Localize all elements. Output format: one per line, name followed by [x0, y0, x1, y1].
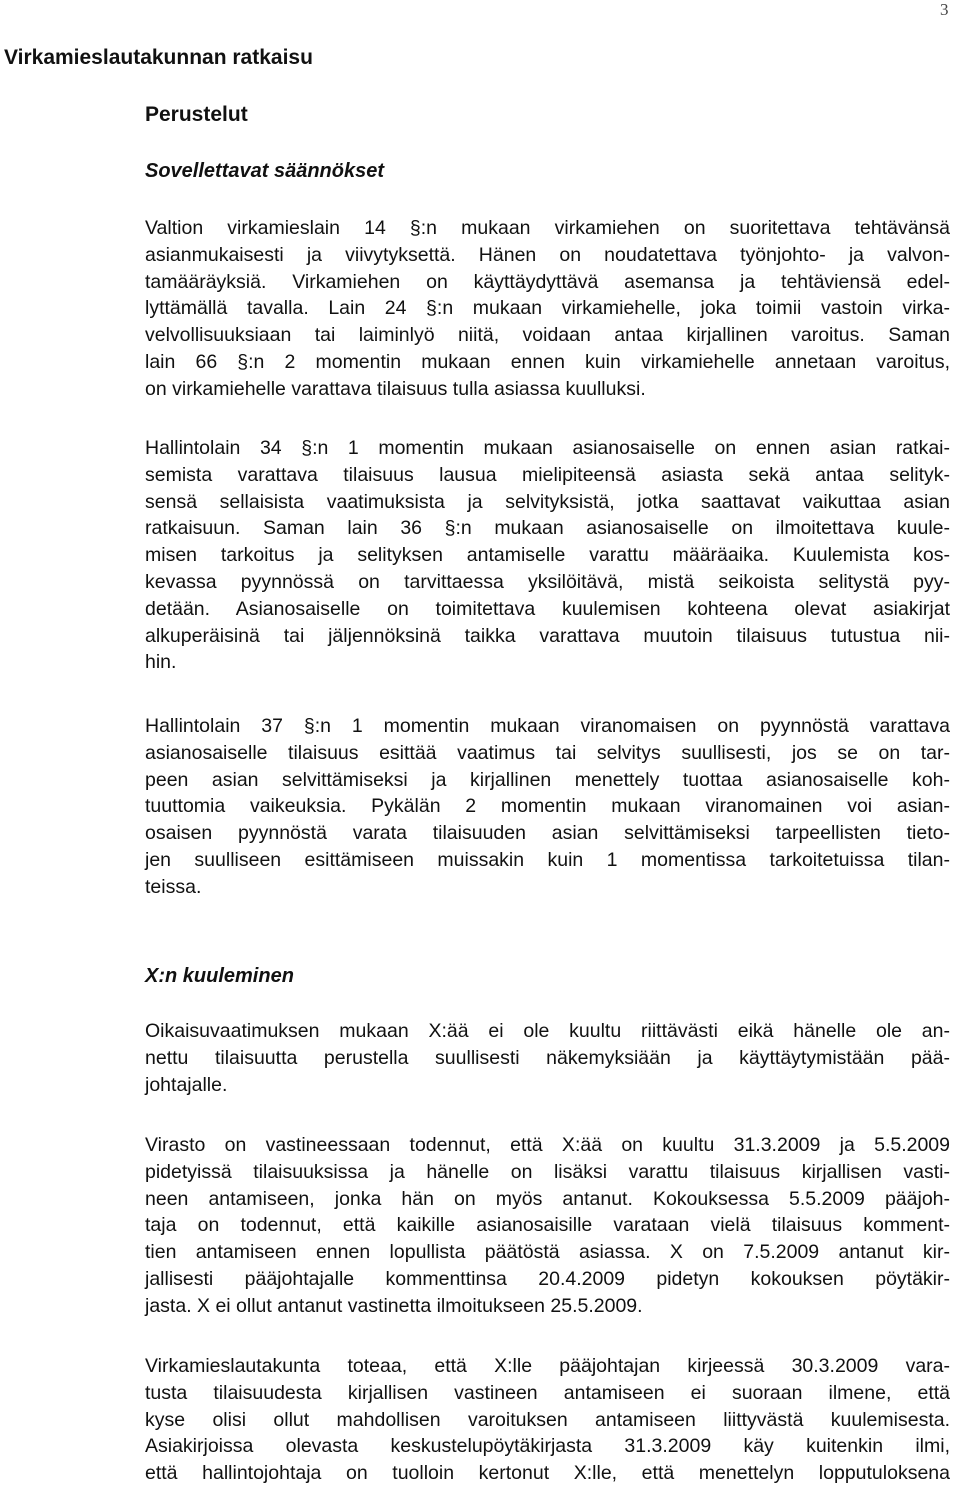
paragraph-line: jallisesti pääjohtajalle kommenttinsa 20.4.2009 pidetyn kokouksen pöytäkir-: [145, 1267, 950, 1290]
paragraph-line: Oikaisuvaatimuksen mukaan X:ää ei ole kuultu riittävästi eikä hänelle ole an-: [145, 1020, 950, 1042]
paragraph-line: Valtion virkamieslain 14 §:n mukaan virkamiehen on suoritettava tehtävänsä: [145, 217, 950, 239]
page-number: 3: [940, 0, 949, 19]
paragraph-line: detään. Asianosaiselle on toimitettava kuulemisen kohteena olevat asiakirjat: [145, 597, 950, 620]
paragraph-line: hin.: [145, 651, 177, 674]
paragraph-line: Hallintolain 34 §:n 1 momentin mukaan asianosaiselle on ennen asian ratkai-: [145, 437, 950, 459]
main-heading: Virkamieslautakunnan ratkaisu: [4, 46, 313, 69]
paragraph-line: Hallintolain 37 §:n 1 momentin mukaan viranomaisen on pyynnöstä varattava: [145, 715, 950, 737]
paragraph-line: misen tarkoitus ja selityksen antamiselle varattu määräaika. Kuulemista kos-: [145, 544, 950, 567]
paragraph-line: peen asian selvittämiseksi ja kirjallinen menettely tuottaa asianosaiselle koh-: [145, 768, 950, 791]
paragraph-line: semista varattava tilaisuus lausua mielipiteensä asiasta sekä antaa selityk-: [145, 463, 950, 486]
paragraph-line: lyttämällä tavalla. Lain 24 §:n mukaan virkamiehelle, joka toimii vastoin virka-: [145, 297, 950, 320]
paragraph-agency-response: [145, 1132, 950, 1320]
paragraph-administrative-act-37: [145, 713, 950, 901]
paragraph-line: on virkamiehelle varattava tilaisuus tulla asiassa kuulluksi.: [145, 377, 646, 400]
paragraph-line: tien antamiseen ennen lopullista päätöstä asiassa. X on 7.5.2009 antanut kir-: [145, 1241, 950, 1264]
paragraph-line: tusta tilaisuudesta kirjallisen vastineen antamiseen ei suoraan ilmene, että: [145, 1381, 950, 1404]
paragraph-line: neen antamiseen, jonka hän on myös antanut. Kokouksessa 5.5.2009 pääjoh-: [145, 1187, 950, 1210]
paragraph-line: Asiakirjoissa olevasta keskustelupöytäkirjasta 31.3.2009 käy kuitenkin ilmi,: [145, 1435, 950, 1458]
paragraph-line: osaisen pyynnöstä varata tilaisuuden asian selvittämiseksi tarpeellisten tieto-: [145, 822, 950, 845]
section-heading: Perustelut: [145, 103, 248, 126]
paragraph-line: asianmukaisesti ja viivytyksettä. Hänen on noudatettava työnjohto- ja valvon-: [145, 243, 950, 266]
paragraph-line: tamääräyksiä. Virkamiehen on käyttäydyttävä asemansa ja tehtäviensä edel-: [145, 270, 950, 293]
paragraph-claim: [145, 1018, 950, 1098]
paragraph-administrative-act-34: [145, 435, 950, 676]
paragraph-line: asianosaiselle tilaisuus esittää vaatimus tai selvitys suullisesti, jos se on tar-: [145, 741, 950, 764]
paragraph-line: tuuttomia vaikeuksia. Pykälän 2 momentin mukaan viranomainen voi asian-: [145, 795, 950, 818]
paragraph-line: alkuperäisinä tai jäljennöksinä taikka varattava muutoin tilaisuus tutustua nii-: [145, 624, 950, 647]
paragraph-line: jen suulliseen esittämiseen muissakin kuin 1 momentissa tarkoitetuissa tilan-: [145, 848, 950, 871]
paragraph-line: että hallintojohtaja on tuolloin kertonut X:lle, että menettelyn lopputuloksena: [145, 1462, 950, 1485]
paragraph-line: johtajalle.: [145, 1073, 228, 1096]
paragraph-line: Virkamieslautakunta toteaa, että X:lle pääjohtajan kirjeessä 30.3.2009 vara-: [145, 1355, 950, 1377]
paragraph-line: kyse olisi ollut mahdollisen varoituksen antamiseen liittyvästä kuulemisesta.: [145, 1408, 950, 1431]
paragraph-line: nettu tilaisuutta perustella suullisesti näkemyksiään ja käyttäytymistään pää-: [145, 1046, 950, 1069]
subsection-title-hearing: X:n kuuleminen: [145, 965, 294, 987]
paragraph-line: teissa.: [145, 875, 202, 898]
paragraph-line: jasta. X ei ollut antanut vastinetta ilmoitukseen 25.5.2009.: [145, 1294, 643, 1317]
paragraph-line: velvollisuuksiaan tai laiminlyö niitä, voidaan antaa kirjallinen varoitus. Saman: [145, 324, 950, 347]
paragraph-line: taja on todennut, että kaikille asianosaisille varataan vielä tilaisuus komment-: [145, 1214, 950, 1237]
paragraph-line: lain 66 §:n 2 momentin mukaan ennen kuin virkamiehelle annetaan varoitus,: [145, 350, 950, 373]
subsection-title-applicable-provisions: Sovellettavat säännökset: [145, 160, 384, 182]
paragraph-line: sensä sellaisista vaatimuksista ja selvityksistä, jotka saattavat vaikuttaa asian: [145, 490, 950, 513]
paragraph-civil-servant-act: [145, 215, 950, 403]
paragraph-line: pidetyissä tilaisuuksissa ja hänelle on lisäksi varattu tilaisuus kirjallisen vasti-: [145, 1160, 950, 1183]
paragraph-line: ratkaisuun. Saman lain 36 §:n mukaan asianosaiselle on ilmoitettava kuule-: [145, 517, 950, 540]
paragraph-line: kevassa pyynnössä on tarvittaessa yksilöitävä, mistä seikoista selitystä pyy-: [145, 570, 950, 593]
paragraph-board-finding: [145, 1353, 950, 1487]
paragraph-line: Virasto on vastineessaan todennut, että X:ää on kuultu 31.3.2009 ja 5.5.2009: [145, 1134, 950, 1156]
